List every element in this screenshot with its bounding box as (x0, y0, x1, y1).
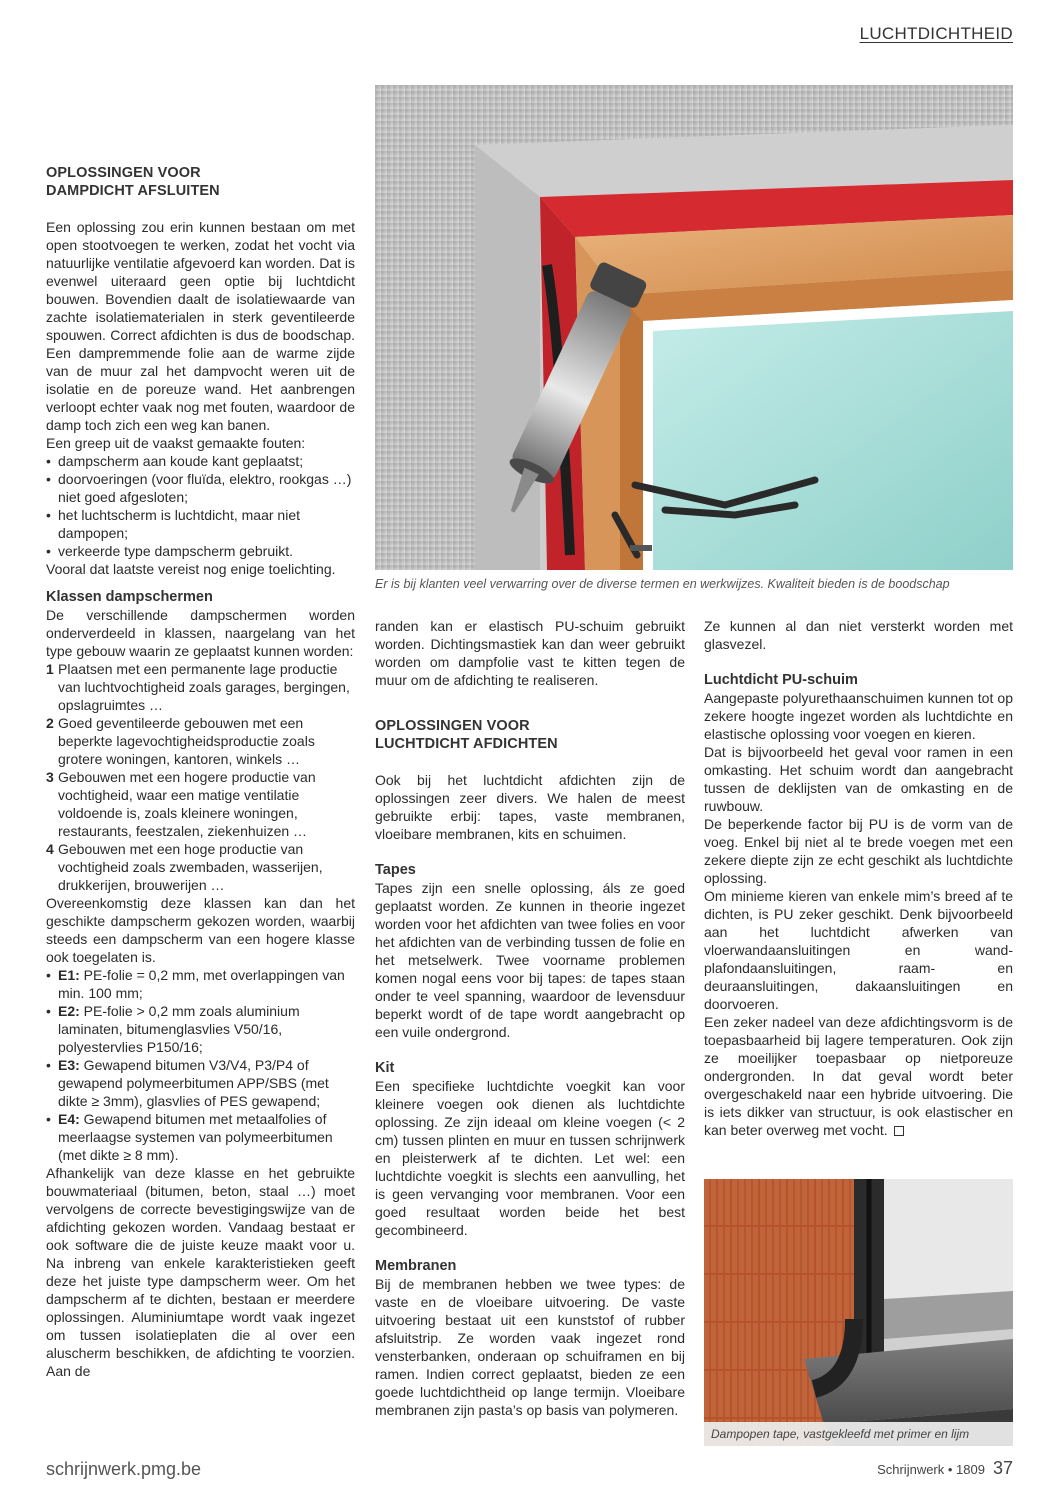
class-text: PE-folie > 0,2 mm zoals aluminium laminaten, bitumenglasvlies V50/16, polyestervlies P150/16; (58, 1003, 300, 1055)
classes-intro: De verschillende dampschermen worden onderverdeeld in klassen, naargelang van het type gebouw waarin ze geplaatst kunnen worden: (46, 607, 355, 659)
subheading-kit: Kit (375, 1060, 395, 1076)
list-item: • dampscherm aan koude kant geplaatst; (46, 452, 355, 470)
list-text: Gebouwen met een hogere productie van vochtigheid, waar een matige ventilatie voldoende is, zoals kleinere woningen, restaurants, feestzalen, ziekenhuizen … (58, 769, 316, 839)
column-3 (704, 617, 1013, 1139)
pu-paragraph-4: Om minieme kieren van enkele mim’s breed af te dichten, is PU zeker geschikt. Denk bijvoorbeeld aan het luchtdicht afwerken van vloerwandaansluitingen en wand-plafondaansluitingen, raam- en deuraansluitingen, dakaansluitingen en doorvoeren. (704, 888, 1013, 1012)
luchtdicht-intro: Ook bij het luchtdicht afdichten zijn de oplossingen zeer divers. We halen de meest gebruikte erbij: tapes, vaste membranen, vloeibare membranen, kits en schuimen. (375, 772, 685, 842)
list-item (46, 1056, 355, 1110)
class-key: E4: (58, 1111, 80, 1127)
list-number: 1 (46, 661, 54, 677)
end-of-article-icon (894, 1126, 904, 1136)
top-image-caption: Er is bij klanten veel verwarring over de diverse termen en werkwijzes. Kwaliteit bieden is de boodschap (375, 577, 950, 591)
list-text: Plaatsen met een permanente lage productie van luchtvochtigheid zoals garages, bergingen, opslagruimtes … (58, 661, 350, 713)
column-2 (375, 617, 685, 1419)
magazine-issue: Schrijnwerk • 1809 (877, 1462, 985, 1477)
page-number: 37 (992, 1458, 1013, 1478)
heading-luchtdicht (375, 717, 685, 753)
list-text: Goed geventileerde gebouwen met een beperkte lagevochtigheidsproductie zoals grotere woningen, kantoren, winkels … (58, 715, 315, 767)
list-item: • doorvoeringen (voor fluïda, elektro, rookgas …) niet goed afgesloten; (46, 470, 355, 506)
class-key: E1: (58, 967, 80, 983)
membranen-text: Bij de membranen hebben we twee types: de vaste en de vloeibare uitvoering. De vaste uitvoering bestaat uit een kunststof of rubber afsluitstrip. Ze worden vaak ingezet rond vensterbanken, onderaan op schuiframen en bij ramen. Indien correct geplaatst, bieden ze een goede luchtdichtheid op lange termijn. Vloeibare membranen zijn pasta’s op basis van polymeren. (375, 1276, 685, 1418)
footer-magazine (877, 1458, 1013, 1479)
subheading-tapes: Tapes (375, 862, 416, 878)
heading-dampdicht-line2: DAMPDICHT AFSLUITEN (46, 183, 220, 199)
list-item (46, 1110, 355, 1164)
class-key: E2: (58, 1003, 80, 1019)
pu-paragraph-5-text: Een zeker nadeel van deze afdichtingsvorm is de toepasbaarheid bij lagere temperaturen. Ook zijn ze moeilijker toepasbaar op nietporeuze ondergronden. In dat geval wordt beter overgeschakeld naar een hybride uitvoering. Die is iets dikker van structuur, is ook elastischer en kan beter overweg met vocht. (704, 1014, 1013, 1138)
kit-text: Een specifieke luchtdichte voegkit kan voor kleinere voegen ook dienen als luchtdichte oplossing. Ze zijn ideaal om kleine voegen (< 2 cm) tussen plinten en muur en tussen schrijnwerk en pleisterwerk af te dichten. Let wel: een luchtdichte voegkit is slechts een aanvulling, het is geen vervanging voor membranen. Voor een goed resultaat worden beide het best gecombineerd. (375, 1078, 685, 1238)
e-classes-list (46, 966, 355, 1164)
pu-paragraph-3: De beperkende factor bij PU is de vorm van de voeg. Enkel bij niet al te brede voegen met een zekere diepte zijn ze echt geschikt als luchtdichte oplossing. (704, 816, 1013, 886)
subheading-pu-schuim: Luchtdicht PU-schuim (704, 672, 858, 688)
classes-after: Overeenkomstig deze klassen kan dan het geschikte dampscherm gekozen worden, waarbij steeds een dampscherm van een hogere klasse ook toegelaten is. (46, 895, 355, 965)
tapes-text: Tapes zijn een snelle oplossing, áls ze goed geplaatst worden. Ze kunnen in theorie ingezet worden voor het afdichten van twee folies en voor het afdichten van de verbinding tussen de folie en het metselwerk. Twee voorname problemen komen nogal eens voor bij tapes: de tapes staan onder te veel spanning, waardoor de levensduur beperkt wordt of de tape wordt aangebracht op een vuile ondergrond. (375, 880, 685, 1040)
list-item (46, 966, 355, 1002)
column-1 (46, 164, 355, 1380)
footer-url[interactable]: schrijnwerk.pmg.be (46, 1459, 202, 1479)
list-item (46, 1002, 355, 1056)
classes-numbered-list (46, 660, 355, 894)
list-item (46, 714, 355, 768)
class-text: Gewapend bitumen met metaalfolies of meerlaagse systemen van polymeerbitumen (met dikte ≥ 8 mm). (58, 1111, 333, 1163)
caulking-illustration (375, 85, 1013, 570)
class-text: Gewapend bitumen V3/V4, P3/P4 of gewapend polymeerbitumen APP/SBS (met dikte ≥ 3mm), glasvlies of PES gewapend; (58, 1057, 329, 1109)
pu-paragraph-1: Aangepaste polyurethaanschuimen kunnen tot op zekere hoogte ingezet worden als luchtdichte en elastische oplossing voor voegen en kieren. (704, 690, 1013, 742)
errors-after: Vooral dat laatste vereist nog enige toelichting. (46, 561, 336, 577)
list-item (46, 840, 355, 894)
list-number: 4 (46, 841, 54, 857)
pu-paragraph-2: Dat is bijvoorbeeld het geval voor ramen in een omkasting. Het schuim wordt dan aangebracht tussen de deklijsten van de omkasting en de ruwbouw. (704, 744, 1013, 814)
list-item: • verkeerde type dampscherm gebruikt. (46, 542, 355, 560)
class-key: E3: (58, 1057, 80, 1073)
subheading-klassen: Klassen dampschermen (46, 589, 213, 605)
list-number: 2 (46, 715, 54, 731)
heading-dampdicht (46, 164, 355, 200)
col1-closing: Afhankelijk van deze klasse en het gebruikte bouwmateriaal (bitumen, beton, staal …) moet vervolgens de correcte bevestigingswijze van de afdichting gekozen worden. Vandaag bestaat er ook software die de juiste keuze maakt voor u. Na inbreng van enkele karakteristieken geeft deze het juiste type dampscherm weer. Om het dampscherm af te dichten, bestaan er meerdere oplossingen. Aluminiumtape wordt vaak ingezet om tussen isolatieplaten die al over een aluscherm beschikken, de afdichting te voorzien. Aan de (46, 1165, 355, 1379)
dampdicht-intro: Een oplossing zou erin kunnen bestaan om met open stootvoegen te werken, zodat het vocht via natuurlijke ventilatie afgevoerd kan worden. Dat is evenwel uiteraard geen optie bij luchtdicht bouwen. Bovendien daalt de isolatiewaarde van zachte isolatiematerialen in sterk geventileerde spouwen. Correct afdichten is dus de boodschap. Een dampremmende folie aan de warme zijde van de muur zal het dampvocht weren uit de isolatie en de poreuze wand. Het aanbrengen verloopt echter vaak nog met fouten, waardoor de damp toch zich een weg kan banen. (46, 219, 355, 433)
heading-dampdicht-line1: OPLOSSINGEN VOOR (46, 165, 201, 181)
subheading-membranen: Membranen (375, 1258, 457, 1274)
list-item (46, 660, 355, 714)
col2-continuation: randen kan er elastisch PU-schuim gebruikt worden. Dichtingsmastiek kan dan weer gebruikt worden om dampfolie vast te kitten tegen de muur om de afdichting te realiseren. (375, 618, 685, 688)
bottom-image-caption: Dampopen tape, vastgekleefd met primer en lijm (704, 1422, 1013, 1446)
errors-lead: Een greep uit de vaakst gemaakte fouten: (46, 435, 306, 451)
tape-illustration (704, 1179, 1013, 1446)
pu-paragraph-5 (704, 1013, 1013, 1139)
heading-luchtdicht-line2: LUCHTDICHT AFDICHTEN (375, 736, 558, 752)
class-text: PE-folie = 0,2 mm, met overlappingen van min. 100 mm; (58, 967, 345, 1001)
list-item: • het luchtscherm is luchtdicht, maar niet dampopen; (46, 506, 355, 542)
list-text: Gebouwen met een hoge productie van vochtigheid zoals zwembaden, wasserijen, drukkerijen, brouwerijen … (58, 841, 323, 893)
list-number: 3 (46, 769, 54, 785)
heading-luchtdicht-line1: OPLOSSINGEN VOOR (375, 718, 530, 734)
errors-list (46, 452, 355, 560)
col3-continuation: Ze kunnen al dan niet versterkt worden met glasvezel. (704, 618, 1013, 652)
section-label: LUCHTDICHTHEID (859, 24, 1013, 43)
list-item (46, 768, 355, 840)
